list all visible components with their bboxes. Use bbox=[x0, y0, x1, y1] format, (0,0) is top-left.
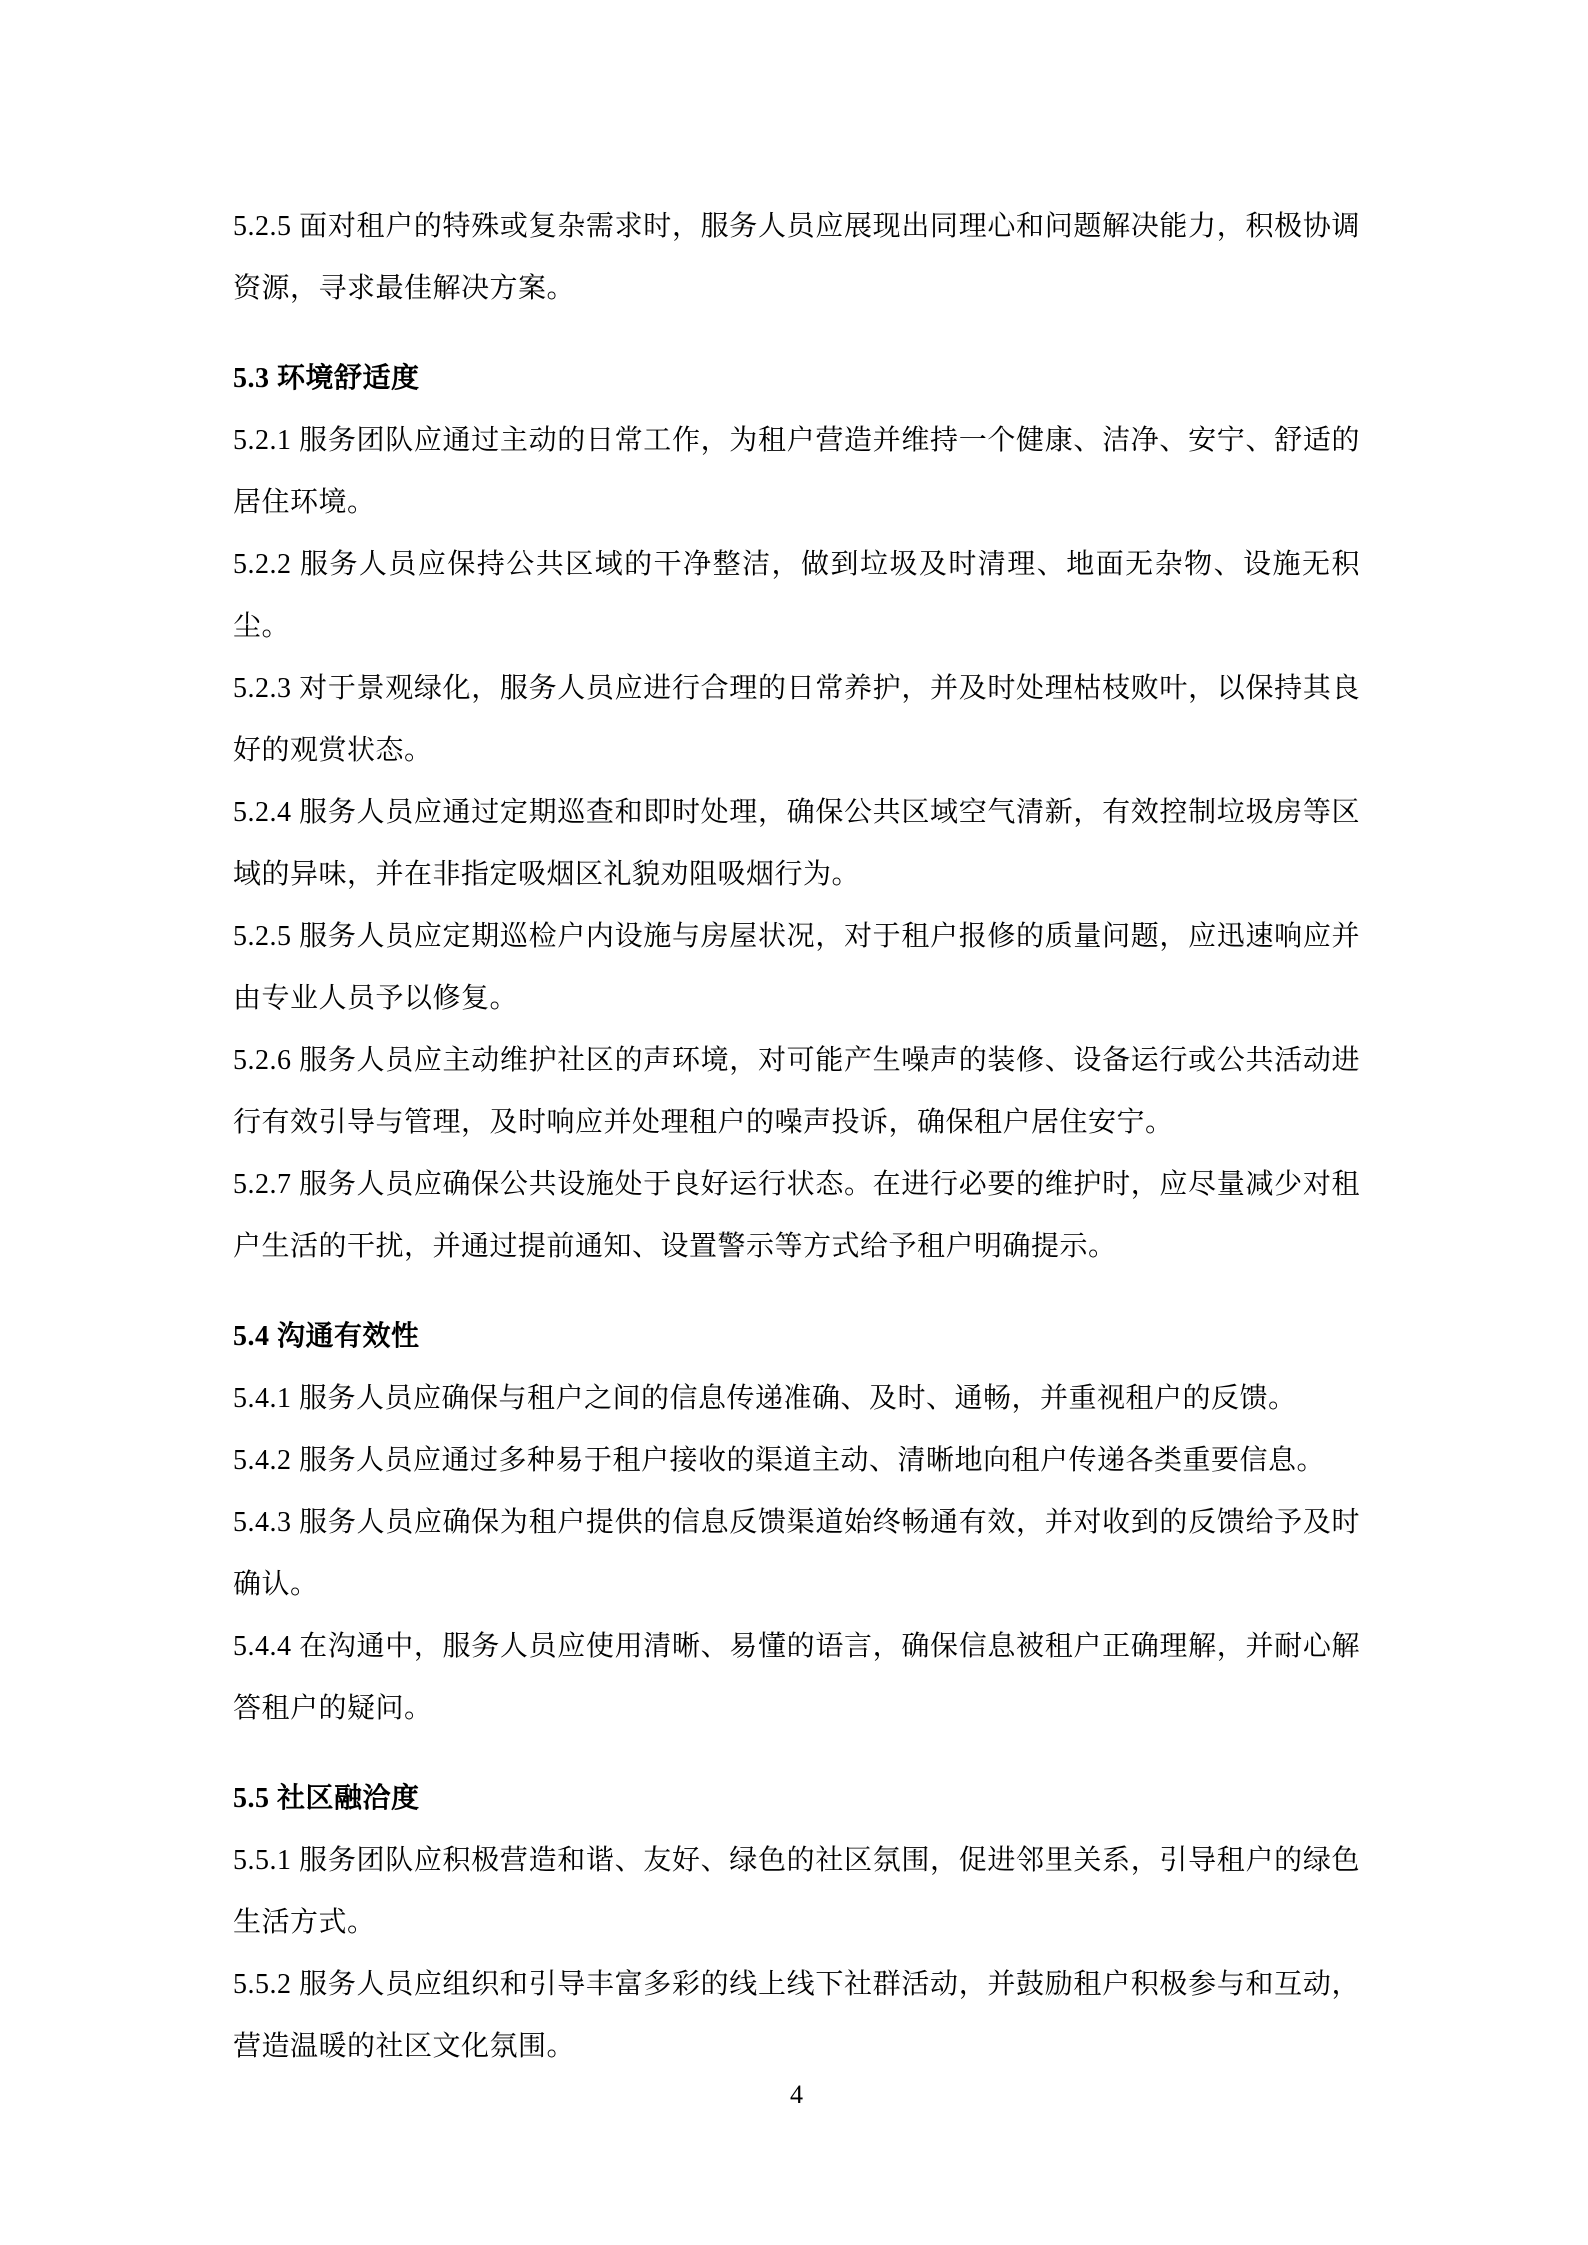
clause-5-2-5-repairs: 5.2.5 服务人员应定期巡检户内设施与房屋状况，对于租户报修的质量问题，应迅速响应并由专业人员予以修复。 bbox=[233, 921, 1360, 1014]
clause-5-2-3-landscaping: 5.2.3 对于景观绿化，服务人员应进行合理的日常养护，并及时处理枯枝败叶，以保持其良好的观赏状态。 bbox=[233, 673, 1360, 766]
clause-5-4-2-channels: 5.4.2 服务人员应通过多种易于租户接收的渠道主动、清晰地向租户传递各类重要信息。 bbox=[233, 1445, 1326, 1476]
clause-5-2-5-complex-needs: 5.2.5 面对租户的特殊或复杂需求时，服务人员应展现出同理心和问题解决能力，积极协调资源，寻求最佳解决方案。 bbox=[233, 211, 1360, 304]
clause-5-2-2-cleanliness: 5.2.2 服务人员应保持公共区域的干净整洁，做到垃圾及时清理、地面无杂物、设施无积尘。 bbox=[233, 549, 1360, 642]
clause-5-2-1-living-env: 5.2.1 服务团队应通过主动的日常工作，为租户营造并维持一个健康、洁净、安宁、舒适的居住环境。 bbox=[233, 425, 1360, 518]
section-heading-5-3: 5.3 环境舒适度 bbox=[233, 363, 420, 394]
clause-5-4-4-clear-language: 5.4.4 在沟通中，服务人员应使用清晰、易懂的语言，确保信息被租户正确理解，并耐心解答租户的疑问。 bbox=[233, 1631, 1360, 1724]
clause-5-5-1-community-vibe: 5.5.1 服务团队应积极营造和谐、友好、绿色的社区氛围，促进邻里关系，引导租户的绿色生活方式。 bbox=[233, 1845, 1360, 1938]
clause-5-2-4-air-quality: 5.2.4 服务人员应通过定期巡查和即时处理，确保公共区域空气清新，有效控制垃圾房等区域的异味，并在非指定吸烟区礼貌劝阻吸烟行为。 bbox=[233, 797, 1360, 890]
section-heading-5-4: 5.4 沟通有效性 bbox=[233, 1321, 420, 1352]
page-number: 4 bbox=[790, 2080, 803, 2109]
clause-5-2-6-noise: 5.2.6 服务人员应主动维护社区的声环境，对可能产生噪声的装修、设备运行或公共活动进行有效引导与管理，及时响应并处理租户的噪声投诉，确保租户居住安宁。 bbox=[233, 1045, 1360, 1138]
section-heading-5-5: 5.5 社区融洽度 bbox=[233, 1783, 420, 1814]
clause-5-2-7-facilities: 5.2.7 服务人员应确保公共设施处于良好运行状态。在进行必要的维护时，应尽量减少对租户生活的干扰，并通过提前通知、设置警示等方式给予租户明确提示。 bbox=[233, 1169, 1360, 1262]
clause-5-5-2-activities: 5.5.2 服务人员应组织和引导丰富多彩的线上线下社群活动，并鼓励租户积极参与和互动，营造温暖的社区文化氛围。 bbox=[233, 1969, 1360, 2062]
clause-5-4-1-info-accuracy: 5.4.1 服务人员应确保与租户之间的信息传递准确、及时、通畅，并重视租户的反馈。 bbox=[233, 1383, 1297, 1414]
clause-5-4-3-feedback: 5.4.3 服务人员应确保为租户提供的信息反馈渠道始终畅通有效，并对收到的反馈给予及时确认。 bbox=[233, 1507, 1360, 1600]
